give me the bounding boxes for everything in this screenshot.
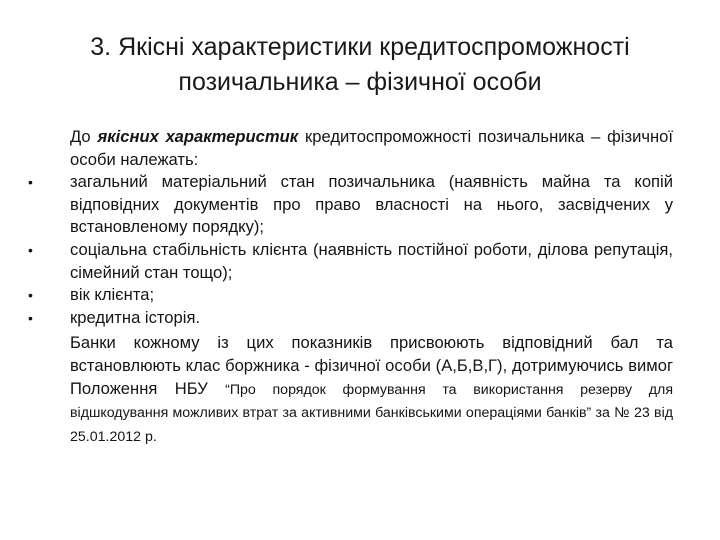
intro-paragraph [70,126,673,171]
slide-title-line-1: 3. Якісні характеристики кредитоспроможності [90,33,630,61]
list-item-text: вік клієнта; [70,285,155,305]
list-item [28,307,673,330]
bullet-list [28,171,673,329]
bullet-icon: • [28,174,33,191]
intro-prefix: До [70,127,98,146]
bullet-icon: • [28,287,33,304]
closing-paragraph [70,332,673,448]
list-item [28,171,673,239]
list-item [28,284,673,307]
intro-suffix: кредитоспроможності позичальника – фізичної особи належать: [70,127,673,169]
slide-body [28,126,673,448]
slide-title-line-2: позичальника – фізичної особи [178,68,542,96]
list-item-text: загальний матеріальний стан позичальника (наявність майна та копій відповідних документів про право власності на нього, засвідчених у встановленому порядку); [70,172,673,237]
list-item-text: соціальна стабільність клієнта (наявність постійної роботи, ділова репутація, сімейний стан тощо); [70,239,673,282]
closing-main-text: Банки кожному із цих показників присвоюють відповідний бал та встановлюють клас боржника - фізичної особи (А,Б,В,Г), дотримуючись вимог Положення НБУ [70,333,673,398]
list-item-text: кредитна історія. [70,307,201,327]
bullet-icon: • [28,309,33,326]
list-item [28,239,673,284]
slide-title [40,30,680,100]
bullet-icon: • [28,241,33,258]
closing-regulation-text: “Про порядок формування та використання резерву для відшкодування можливих втрат за активними банківськими операціями банків” за № 23 від 25.01.2012 р. [70,381,673,445]
intro-emphasis: якісних характеристик [97,127,299,146]
